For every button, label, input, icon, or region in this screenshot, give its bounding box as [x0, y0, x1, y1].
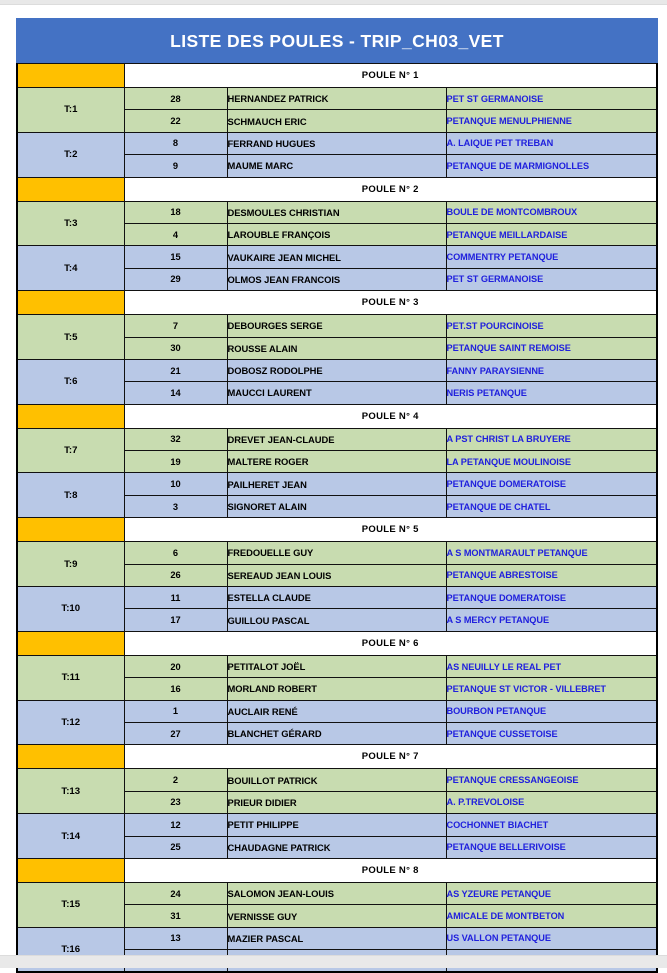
- player-number-cell: 13: [124, 927, 227, 949]
- player-club-cell: AS NEUILLY LE REAL PET: [446, 655, 657, 677]
- player-number-cell: 23: [124, 791, 227, 813]
- player-number-cell: 32: [124, 428, 227, 450]
- player-number-cell: 16: [124, 678, 227, 700]
- player-name-cell: AUCLAIR RENÉ: [227, 700, 446, 722]
- table-row: [17, 201, 657, 223]
- team-label-cell: T:6: [17, 359, 124, 404]
- team-label-cell: T:5: [17, 315, 124, 360]
- player-club-cell: PETANQUE BELLERIVOISE: [446, 836, 657, 858]
- poule-header-row: [17, 177, 657, 201]
- table-row: [17, 882, 657, 904]
- bottom-chrome-strip: [0, 955, 667, 968]
- player-name-cell: SIGNORET ALAIN: [227, 495, 446, 517]
- team-label-cell: T:3: [17, 201, 124, 246]
- player-club-cell: A. P.TREVOLOISE: [446, 791, 657, 813]
- player-club-cell: NERIS PETANQUE: [446, 382, 657, 404]
- poule-title-cell: POULE N° 7: [124, 745, 657, 769]
- player-club-cell: BOULE DE MONTCOMBROUX: [446, 201, 657, 223]
- player-number-cell: 7: [124, 315, 227, 337]
- page-title: LISTE DES POULES - TRIP_CH03_VET: [16, 18, 658, 63]
- player-name-cell: BOUILLOT PATRICK: [227, 769, 446, 791]
- player-number-cell: 9: [124, 155, 227, 177]
- player-number-cell: 14: [124, 382, 227, 404]
- player-club-cell: AS YZEURE PETANQUE: [446, 882, 657, 904]
- player-name-cell: GUILLOU PASCAL: [227, 609, 446, 631]
- player-number-cell: 19: [124, 451, 227, 473]
- player-number-cell: 3: [124, 495, 227, 517]
- table-row: [17, 927, 657, 949]
- player-name-cell: ROUSSE ALAIN: [227, 337, 446, 359]
- player-club-cell: AMICALE DE MONTBETON: [446, 905, 657, 927]
- document-page: [0, 5, 667, 955]
- poule-header-row: [17, 64, 657, 88]
- poule-title-cell: POULE N° 8: [124, 858, 657, 882]
- team-label-cell: T:11: [17, 655, 124, 700]
- player-club-cell: PETANQUE MEILLARDAISE: [446, 223, 657, 245]
- player-number-cell: 26: [124, 564, 227, 586]
- player-name-cell: FERRAND HUGUES: [227, 132, 446, 154]
- table-row: [17, 88, 657, 110]
- player-number-cell: 31: [124, 905, 227, 927]
- player-name-cell: CHAUDAGNE PATRICK: [227, 836, 446, 858]
- player-name-cell: DREVET JEAN-CLAUDE: [227, 428, 446, 450]
- team-label-cell: T:7: [17, 428, 124, 473]
- table-row: [17, 359, 657, 381]
- player-name-cell: VERNISSE GUY: [227, 905, 446, 927]
- player-name-cell: PETITALOT JOËL: [227, 655, 446, 677]
- table-row: [17, 473, 657, 495]
- table-row: [17, 132, 657, 154]
- player-number-cell: 12: [124, 814, 227, 836]
- team-label-cell: T:14: [17, 814, 124, 859]
- player-number-cell: 17: [124, 609, 227, 631]
- poule-marker-cell: [17, 858, 124, 882]
- player-number-cell: 20: [124, 655, 227, 677]
- player-number-cell: 22: [124, 110, 227, 132]
- player-club-cell: PETANQUE ST VICTOR - VILLEBRET: [446, 678, 657, 700]
- player-number-cell: 6: [124, 542, 227, 564]
- player-number-cell: 4: [124, 223, 227, 245]
- player-name-cell: OLMOS JEAN FRANCOIS: [227, 268, 446, 290]
- player-name-cell: SEREAUD JEAN LOUIS: [227, 564, 446, 586]
- player-name-cell: MORLAND ROBERT: [227, 678, 446, 700]
- player-number-cell: 27: [124, 722, 227, 744]
- player-club-cell: PETANQUE DOMERATOISE: [446, 587, 657, 609]
- player-name-cell: DOBOSZ RODOLPHE: [227, 359, 446, 381]
- player-name-cell: LAROUBLE FRANÇOIS: [227, 223, 446, 245]
- player-number-cell: 28: [124, 88, 227, 110]
- player-number-cell: 25: [124, 836, 227, 858]
- player-name-cell: VAUKAIRE JEAN MICHEL: [227, 246, 446, 268]
- team-label-cell: T:16: [17, 927, 124, 972]
- player-club-cell: PETANQUE CRESSANGEOISE: [446, 769, 657, 791]
- player-name-cell: MAZIER PASCAL: [227, 927, 446, 949]
- player-name-cell: MAUME MARC: [227, 155, 446, 177]
- player-club-cell: LA PETANQUE MOULINOISE: [446, 451, 657, 473]
- player-club-cell: BOURBON PETANQUE: [446, 700, 657, 722]
- player-number-cell: 10: [124, 473, 227, 495]
- poule-marker-cell: [17, 291, 124, 315]
- player-club-cell: A S MONTMARAULT PETANQUE: [446, 542, 657, 564]
- player-name-cell: DEBOURGES SERGE: [227, 315, 446, 337]
- player-club-cell: A PST CHRIST LA BRUYERE: [446, 428, 657, 450]
- team-label-cell: T:1: [17, 88, 124, 133]
- team-label-cell: T:2: [17, 132, 124, 177]
- player-name-cell: DESMOULES CHRISTIAN: [227, 201, 446, 223]
- team-label-cell: T:13: [17, 769, 124, 814]
- player-club-cell: PETANQUE SAINT REMOISE: [446, 337, 657, 359]
- player-number-cell: 15: [124, 246, 227, 268]
- poule-marker-cell: [17, 404, 124, 428]
- player-name-cell: ESTELLA CLAUDE: [227, 587, 446, 609]
- player-club-cell: PET.ST POURCINOISE: [446, 315, 657, 337]
- player-name-cell: MAUCCI LAURENT: [227, 382, 446, 404]
- player-name-cell: SALOMON JEAN-LOUIS: [227, 882, 446, 904]
- team-label-cell: T:8: [17, 473, 124, 518]
- player-number-cell: 8: [124, 132, 227, 154]
- player-club-cell: COMMENTRY PETANQUE: [446, 246, 657, 268]
- poule-marker-cell: [17, 745, 124, 769]
- poule-title-cell: POULE N° 5: [124, 518, 657, 542]
- player-name-cell: PRIEUR DIDIER: [227, 791, 446, 813]
- poules-table-body: [17, 64, 657, 973]
- poule-title-cell: POULE N° 6: [124, 631, 657, 655]
- player-club-cell: A. LAIQUE PET TREBAN: [446, 132, 657, 154]
- poule-marker-cell: [17, 518, 124, 542]
- poule-marker-cell: [17, 64, 124, 88]
- poules-sheet: [16, 18, 658, 973]
- table-row: [17, 700, 657, 722]
- poule-header-row: [17, 858, 657, 882]
- table-row: [17, 655, 657, 677]
- player-club-cell: US VALLON PETANQUE: [446, 927, 657, 949]
- player-number-cell: 18: [124, 201, 227, 223]
- player-club-cell: A S MERCY PETANQUE: [446, 609, 657, 631]
- table-row: [17, 542, 657, 564]
- player-club-cell: COCHONNET BIACHET: [446, 814, 657, 836]
- table-row: [17, 315, 657, 337]
- team-label-cell: T:10: [17, 587, 124, 632]
- table-row: [17, 428, 657, 450]
- table-row: [17, 769, 657, 791]
- team-label-cell: T:9: [17, 542, 124, 587]
- table-row: [17, 246, 657, 268]
- player-club-cell: PETANQUE DOMERATOISE: [446, 473, 657, 495]
- poule-header-row: [17, 518, 657, 542]
- player-number-cell: 21: [124, 359, 227, 381]
- player-number-cell: 30: [124, 337, 227, 359]
- team-label-cell: T:15: [17, 882, 124, 927]
- poule-marker-cell: [17, 631, 124, 655]
- player-name-cell: BLANCHET GÉRARD: [227, 722, 446, 744]
- player-name-cell: SCHMAUCH ERIC: [227, 110, 446, 132]
- poules-table: [16, 63, 658, 973]
- team-label-cell: T:4: [17, 246, 124, 291]
- poule-title-cell: POULE N° 4: [124, 404, 657, 428]
- player-name-cell: PAILHERET JEAN: [227, 473, 446, 495]
- poule-marker-cell: [17, 177, 124, 201]
- player-club-cell: PET ST GERMANOISE: [446, 88, 657, 110]
- poule-header-row: [17, 631, 657, 655]
- team-label-cell: T:12: [17, 700, 124, 745]
- player-name-cell: FREDOUELLE GUY: [227, 542, 446, 564]
- poule-title-cell: POULE N° 3: [124, 291, 657, 315]
- poule-title-cell: POULE N° 1: [124, 64, 657, 88]
- player-number-cell: 24: [124, 882, 227, 904]
- table-row: [17, 587, 657, 609]
- player-number-cell: 29: [124, 268, 227, 290]
- player-club-cell: PETANQUE MENULPHIENNE: [446, 110, 657, 132]
- player-number-cell: 1: [124, 700, 227, 722]
- player-name-cell: HERNANDEZ PATRICK: [227, 88, 446, 110]
- player-club-cell: PETANQUE DE CHATEL: [446, 495, 657, 517]
- player-club-cell: PET ST GERMANOISE: [446, 268, 657, 290]
- poule-header-row: [17, 404, 657, 428]
- player-name-cell: MALTERE ROGER: [227, 451, 446, 473]
- player-name-cell: PETIT PHILIPPE: [227, 814, 446, 836]
- poule-header-row: [17, 745, 657, 769]
- player-club-cell: PETANQUE ABRESTOISE: [446, 564, 657, 586]
- player-club-cell: PETANQUE CUSSETOISE: [446, 722, 657, 744]
- player-number-cell: 2: [124, 769, 227, 791]
- player-club-cell: PETANQUE DE MARMIGNOLLES: [446, 155, 657, 177]
- player-club-cell: FANNY PARAYSIENNE: [446, 359, 657, 381]
- poule-header-row: [17, 291, 657, 315]
- table-row: [17, 814, 657, 836]
- player-number-cell: 11: [124, 587, 227, 609]
- poule-title-cell: POULE N° 2: [124, 177, 657, 201]
